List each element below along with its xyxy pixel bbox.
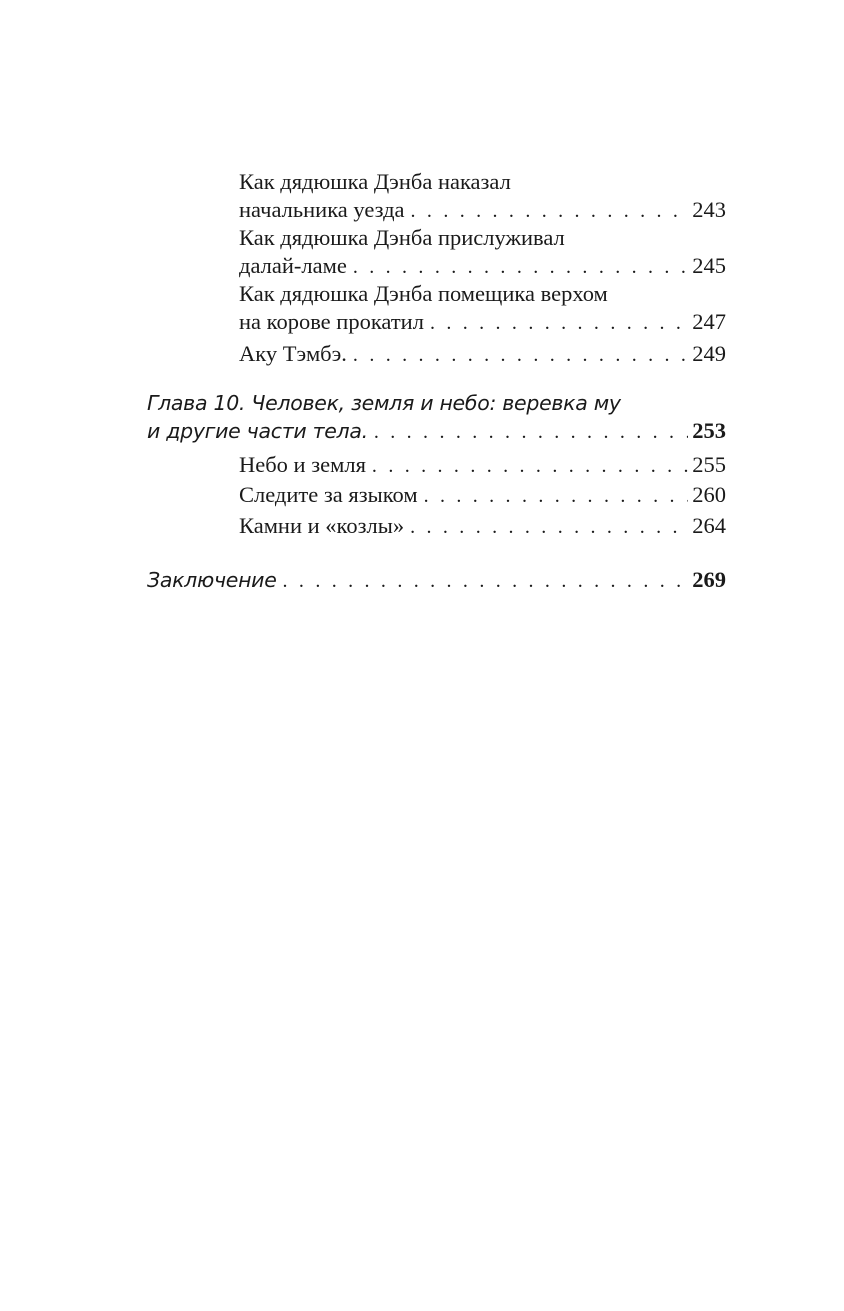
- toc-entry-title-line2: начальника уезда: [239, 197, 405, 222]
- toc-leader-dots: [353, 253, 688, 281]
- toc-leader-dots: [411, 197, 689, 225]
- toc-entry-title-line1: Как дядюшка Дэнба прислуживал: [239, 225, 565, 250]
- toc-entry-watch-your-tongue[interactable]: [239, 481, 726, 510]
- toc-chapter-title-line1: Глава 10. Человек, земля и небо: веревка му: [147, 391, 621, 415]
- toc-chapter-title-line2: и другие части тела.: [147, 419, 368, 443]
- toc-leader-dots: [374, 418, 688, 446]
- toc-page-number: 260: [692, 482, 726, 507]
- toc-entry-title-line1: Как дядюшка Дэнба наказал: [239, 169, 511, 194]
- toc-page-number: 255: [692, 452, 726, 477]
- toc-page-number: 247: [692, 309, 726, 334]
- toc-entry-title-line2: на корове прокатил: [239, 309, 424, 334]
- toc-entry-aku-tembe[interactable]: [239, 340, 726, 369]
- toc-chapter-title: Заключение: [147, 568, 277, 592]
- toc-page-number: 249: [692, 341, 726, 366]
- toc-entry-title: Небо и земля: [239, 452, 366, 477]
- toc-conclusion[interactable]: [147, 566, 726, 595]
- toc-entry-title-line2: далай-ламе: [239, 253, 347, 278]
- toc-chapter-10[interactable]: [147, 389, 726, 446]
- toc-page-number: 264: [692, 513, 726, 538]
- toc-leader-dots: [430, 309, 688, 337]
- toc-entry-title: Камни и «козлы»: [239, 513, 405, 538]
- toc-leader-dots: [372, 452, 688, 480]
- toc-entry-denba-punished-county-head[interactable]: [239, 168, 726, 225]
- toc-entry-denba-served-dalai-lama[interactable]: [239, 224, 726, 281]
- toc-page-number: 245: [692, 253, 726, 278]
- toc-leader-dots: [424, 482, 689, 510]
- toc-entry-title-line1: Как дядюшка Дэнба помещика верхом: [239, 281, 608, 306]
- toc-entry-title: Следите за языком: [239, 482, 418, 507]
- toc-page-number: 269: [692, 567, 726, 592]
- toc-entry-sky-and-earth[interactable]: [239, 451, 726, 480]
- toc-entry-stones-and-goats[interactable]: [239, 512, 726, 541]
- toc-entry-denba-cow-ride[interactable]: [239, 280, 726, 337]
- toc-page-number: 253: [692, 418, 726, 443]
- toc-entry-title: Аку Тэмбэ.: [239, 341, 347, 366]
- toc-leader-dots: [353, 341, 688, 369]
- toc-page-number: 243: [692, 197, 726, 222]
- toc-leader-dots: [410, 513, 688, 541]
- toc-leader-dots: [283, 567, 689, 595]
